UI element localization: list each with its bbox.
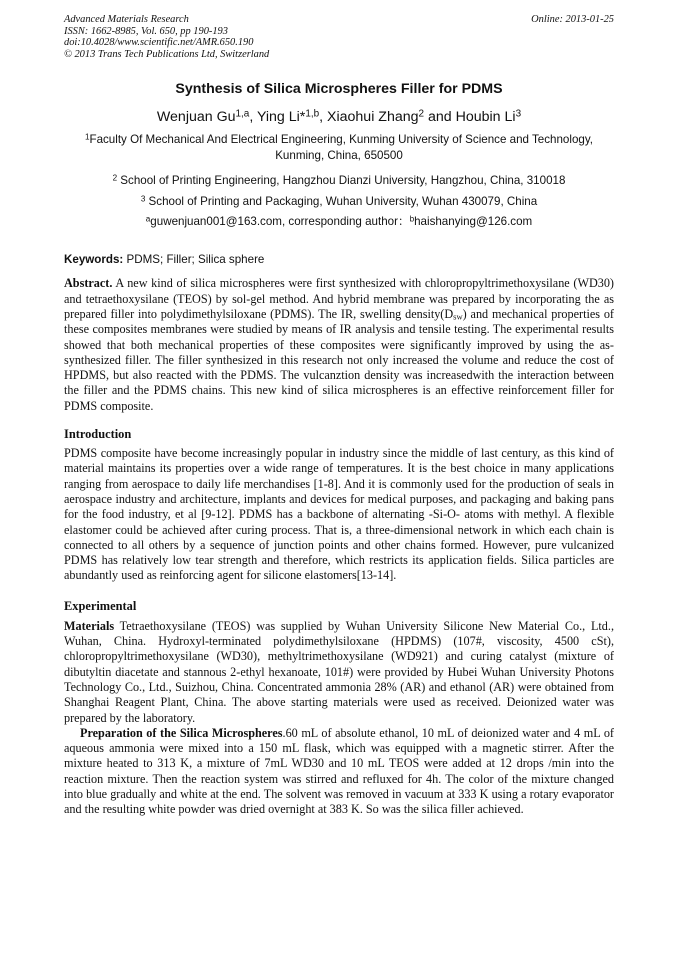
affiliation-1 bbox=[64, 132, 614, 164]
preparation-label: Preparation of the Silica Microspheres bbox=[80, 725, 283, 740]
affiliation-text: Faculty Of Mechanical And Electrical Engineering, Kunming University of Science and Technology, Kunming, China, 650500 bbox=[89, 133, 594, 163]
journal-header bbox=[64, 14, 614, 60]
keywords-text: PDMS; Filler; Silica sphere bbox=[123, 253, 265, 267]
keywords bbox=[64, 252, 614, 268]
affiliation-mark: 1 bbox=[84, 132, 90, 142]
doi-line: doi:10.4028/www.scientific.net/AMR.650.190 bbox=[64, 37, 254, 49]
affiliation-3 bbox=[64, 194, 614, 210]
affiliation-text: School of Printing and Packaging, Wuhan University, Wuhan 430079, China bbox=[145, 195, 538, 209]
introduction-paragraph: PDMS composite have become increasingly popular in industry since the middle of last century, as this kind of material maintains its properties over a wide range of temperatures. It is the best choice in many applications ranging from aerospace to daily life merchandises [1-8]. And it is commonly used for the production of seals in aerospace industry and architecture, implants and devices for medical purposes, and packaging and baking pans for the food industry, et al [9-12]. PDMS has a backbone of alternating -Si-O- atoms with methyl. A flexible elastomer could be achieved after curing process. That is, a three-dimensional network in which each chain is connected to all others by a sequence of junction points and other chains formed. However, pure vulcanized PDMS has relatively low tear strength and therefore, which restricts its application fields. Silica particles are abundantly used as reinforcing agent for silicone elastomers[13-14]. bbox=[64, 446, 614, 583]
author-name: Xiaohui Zhang bbox=[327, 109, 419, 126]
section-heading-experimental: Experimental bbox=[64, 598, 137, 613]
author-name: Houbin Li bbox=[455, 109, 516, 126]
email-mark: a bbox=[145, 214, 151, 224]
paper-title: Synthesis of Silica Microspheres Filler for PDMS bbox=[175, 81, 503, 98]
email-text: haishanying@126.com bbox=[414, 215, 533, 229]
section-heading-introduction: Introduction bbox=[64, 427, 132, 442]
abstract-subscript: sw bbox=[453, 311, 463, 322]
online-date: Online: 2013-01-25 bbox=[531, 14, 614, 25]
preparation-paragraph bbox=[64, 726, 614, 818]
email-mark: b bbox=[409, 214, 415, 224]
author-affiliation-mark: 3 bbox=[515, 108, 522, 120]
journal-name: Advanced Materials Research bbox=[64, 14, 189, 25]
email-line bbox=[64, 214, 614, 230]
issn-line: ISSN: 1662-8985, Vol. 650, pp 190-193 bbox=[64, 25, 228, 37]
abstract-label: Abstract. bbox=[64, 276, 113, 291]
author-affiliation-mark: 1,b bbox=[305, 108, 320, 120]
author-separator: and bbox=[424, 109, 456, 126]
materials-text: Tetraethoxysilane (TEOS) was supplied by Wuhan University Silicone New Material Co., Ltd., Wuhan, China. Hydroxyl-terminated polydimethylsiloxane (HPDMS) (107#, viscosity, 4500 cSt), chloropropyltrimethoxysilane (WD30), methyltrimethoxysilane (WD921) and curing catalyst (mixture of dibutyltin diacetate and stannous 2-ethyl hexanoate, 101#) were provided by Hubei Wuhan University Photons Technology Co., Ltd., Suizhou, China. Concentrated ammonia 28% (AR) and ethanol (AR) were obtained from Shanghai Reagent Plant, China. The above starting materials were used as received. Deionized water was prepared by the laboratory. bbox=[64, 618, 614, 725]
copyright-line: © 2013 Trans Tech Publications Ltd, Switzerland bbox=[64, 48, 270, 60]
abstract-text: ) and mechanical properties of these composites membranes were studied by means of IR analysis and tensile testing. The experimental results showed that both mechanical properties of these composites were significantly improved by using the as-synthesized filler. The filler synthesized in this research not only increased the volume and reduce the cost of HPDMS, but also reacted with the PDMS. The vulcanztion density was increasedwith the interaction between the filler and the PDMS chains. This new kind of silica microspheres is an effective reinforcement filler for PDMS composite. bbox=[64, 306, 614, 413]
materials-label: Materials bbox=[64, 618, 115, 633]
author-separator: , bbox=[319, 109, 328, 126]
abstract bbox=[64, 276, 614, 414]
affiliation-mark: 3 bbox=[140, 194, 146, 204]
abstract-text: A new kind of silica microspheres were first synthesized with chloropropyltrimethoxysilane (WD30) and tetraethoxysilane (TEOS) by sol-gel method. And hybrid membrane was prepared by incorporating the as prepared filler into polydimethylsiloxane (PDMS). The IR, swelling density(D bbox=[64, 276, 614, 321]
keywords-label: Keywords: bbox=[64, 253, 124, 267]
materials-paragraph bbox=[64, 619, 614, 726]
affiliation-text: School of Printing Engineering, Hangzhou Dianzi University, Hangzhou, China, 310018 bbox=[117, 174, 566, 188]
author-list bbox=[64, 108, 614, 126]
affiliation-mark: 2 bbox=[112, 173, 118, 183]
affiliation-2 bbox=[64, 173, 614, 189]
author-affiliation-mark: 1,a bbox=[235, 108, 250, 120]
author-affiliation-mark: 2 bbox=[418, 108, 425, 120]
author-name: Wenjuan Gu bbox=[156, 109, 236, 126]
author-name: Ying Li* bbox=[256, 109, 306, 126]
email-text: guwenjuan001@163.com, corresponding author： bbox=[150, 215, 410, 229]
author-separator: , bbox=[249, 109, 257, 126]
preparation-text: .60 mL of absolute ethanol, 10 mL of deionized water and 4 mL of aqueous ammonia were mixed into a 150 mL flask, which was equipped with a magnetic stirrer. After the mixture heated to 313 K, a mixture of 7mL WD30 and 10 mL TEOS were added at 12 drops /min into the reaction mixture. Then the reaction system was stirred and refluxed for 4h. The color of the mixture changed into blue gradually and white at the end. The solvent was removed in vacuum at 333 K using a rotary evaporator and the resulting white powder was dried overnight at 383 K. So was the silica filler achieved. bbox=[64, 725, 614, 817]
